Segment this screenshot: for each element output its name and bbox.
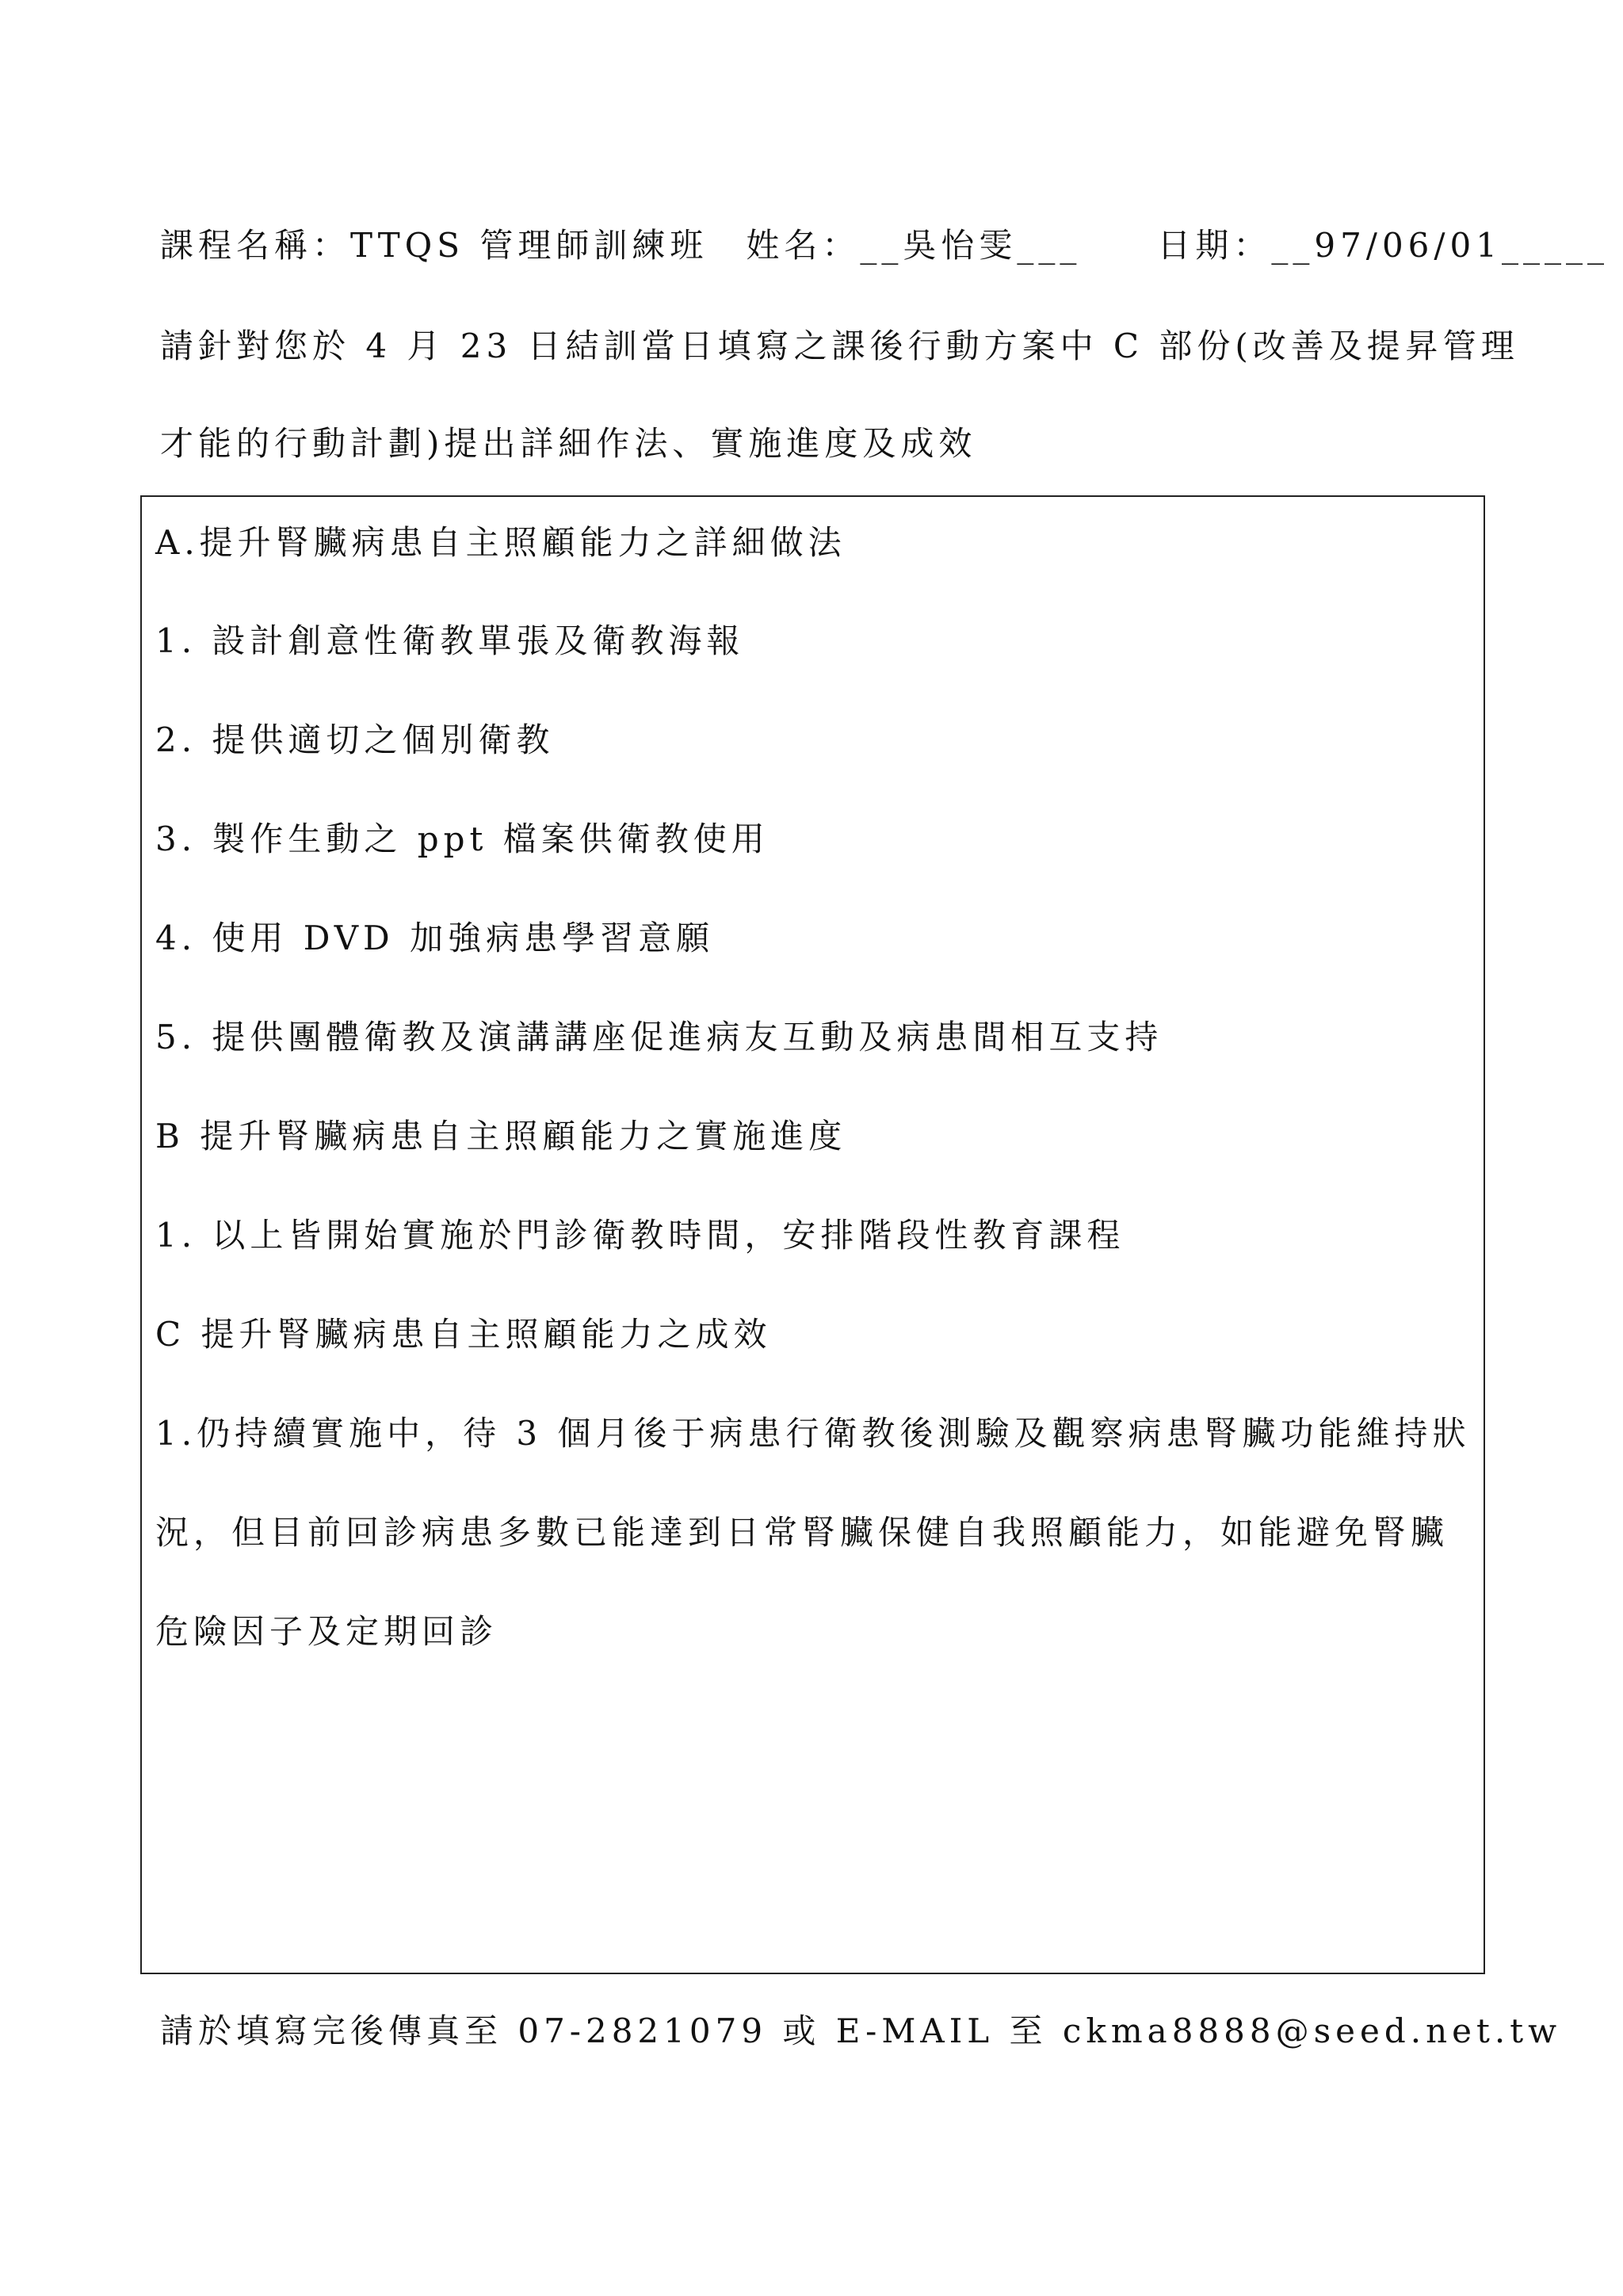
section-b-title: B 提升腎臟病患自主照顧能力之實施進度	[155, 1117, 847, 1156]
section-c-line-1: 1.仍持續實施中，待 3 個月後于病患行衛教後測驗及觀察病患腎臟功能維持狀	[155, 1414, 1471, 1453]
section-c-line-2: 況，但目前回診病患多數已能達到日常腎臟保健自我照顧能力，如能避免腎臟	[155, 1513, 1449, 1552]
course-info-line: 課程名稱：TTQS 管理師訓練班 姓名：__吳怡雯___ 日期：__97/06/01_____	[160, 226, 1609, 265]
section-a-item-2: 2. 提供適切之個別衛教	[155, 720, 555, 759]
section-a-item-3: 3. 製作生動之 ppt 檔案供衛教使用	[155, 819, 769, 858]
section-a-item-1: 1. 設計創意性衛教單張及衛教海報	[155, 621, 745, 660]
section-a-title: A.提升腎臟病患自主照顧能力之詳細做法	[155, 523, 846, 562]
submission-instructions: 請於填寫完後傳真至 07-2821079 或 E-MAIL 至 ckma8888@seed.net.tw	[160, 2011, 1562, 2050]
section-b-item-1: 1. 以上皆開始實施於門診衛教時間，安排階段性教育課程	[155, 1216, 1125, 1255]
section-a-item-4: 4. 使用 DVD 加強病患學習意願	[155, 919, 715, 957]
answer-box	[140, 495, 1485, 1974]
section-a-item-5: 5. 提供團體衛教及演講講座促進病友互動及病患間相互支持	[155, 1018, 1163, 1056]
section-c-title: C 提升腎臟病患自主照顧能力之成效	[155, 1315, 772, 1354]
instruction-line-2: 才能的行動計劃)提出詳細作法、實施進度及成效	[160, 424, 977, 463]
instruction-line-1: 請針對您於 4 月 23 日結訓當日填寫之課後行動方案中 C 部份(改善及提昇管理	[160, 327, 1519, 365]
section-c-line-3: 危險因子及定期回診	[155, 1612, 498, 1651]
